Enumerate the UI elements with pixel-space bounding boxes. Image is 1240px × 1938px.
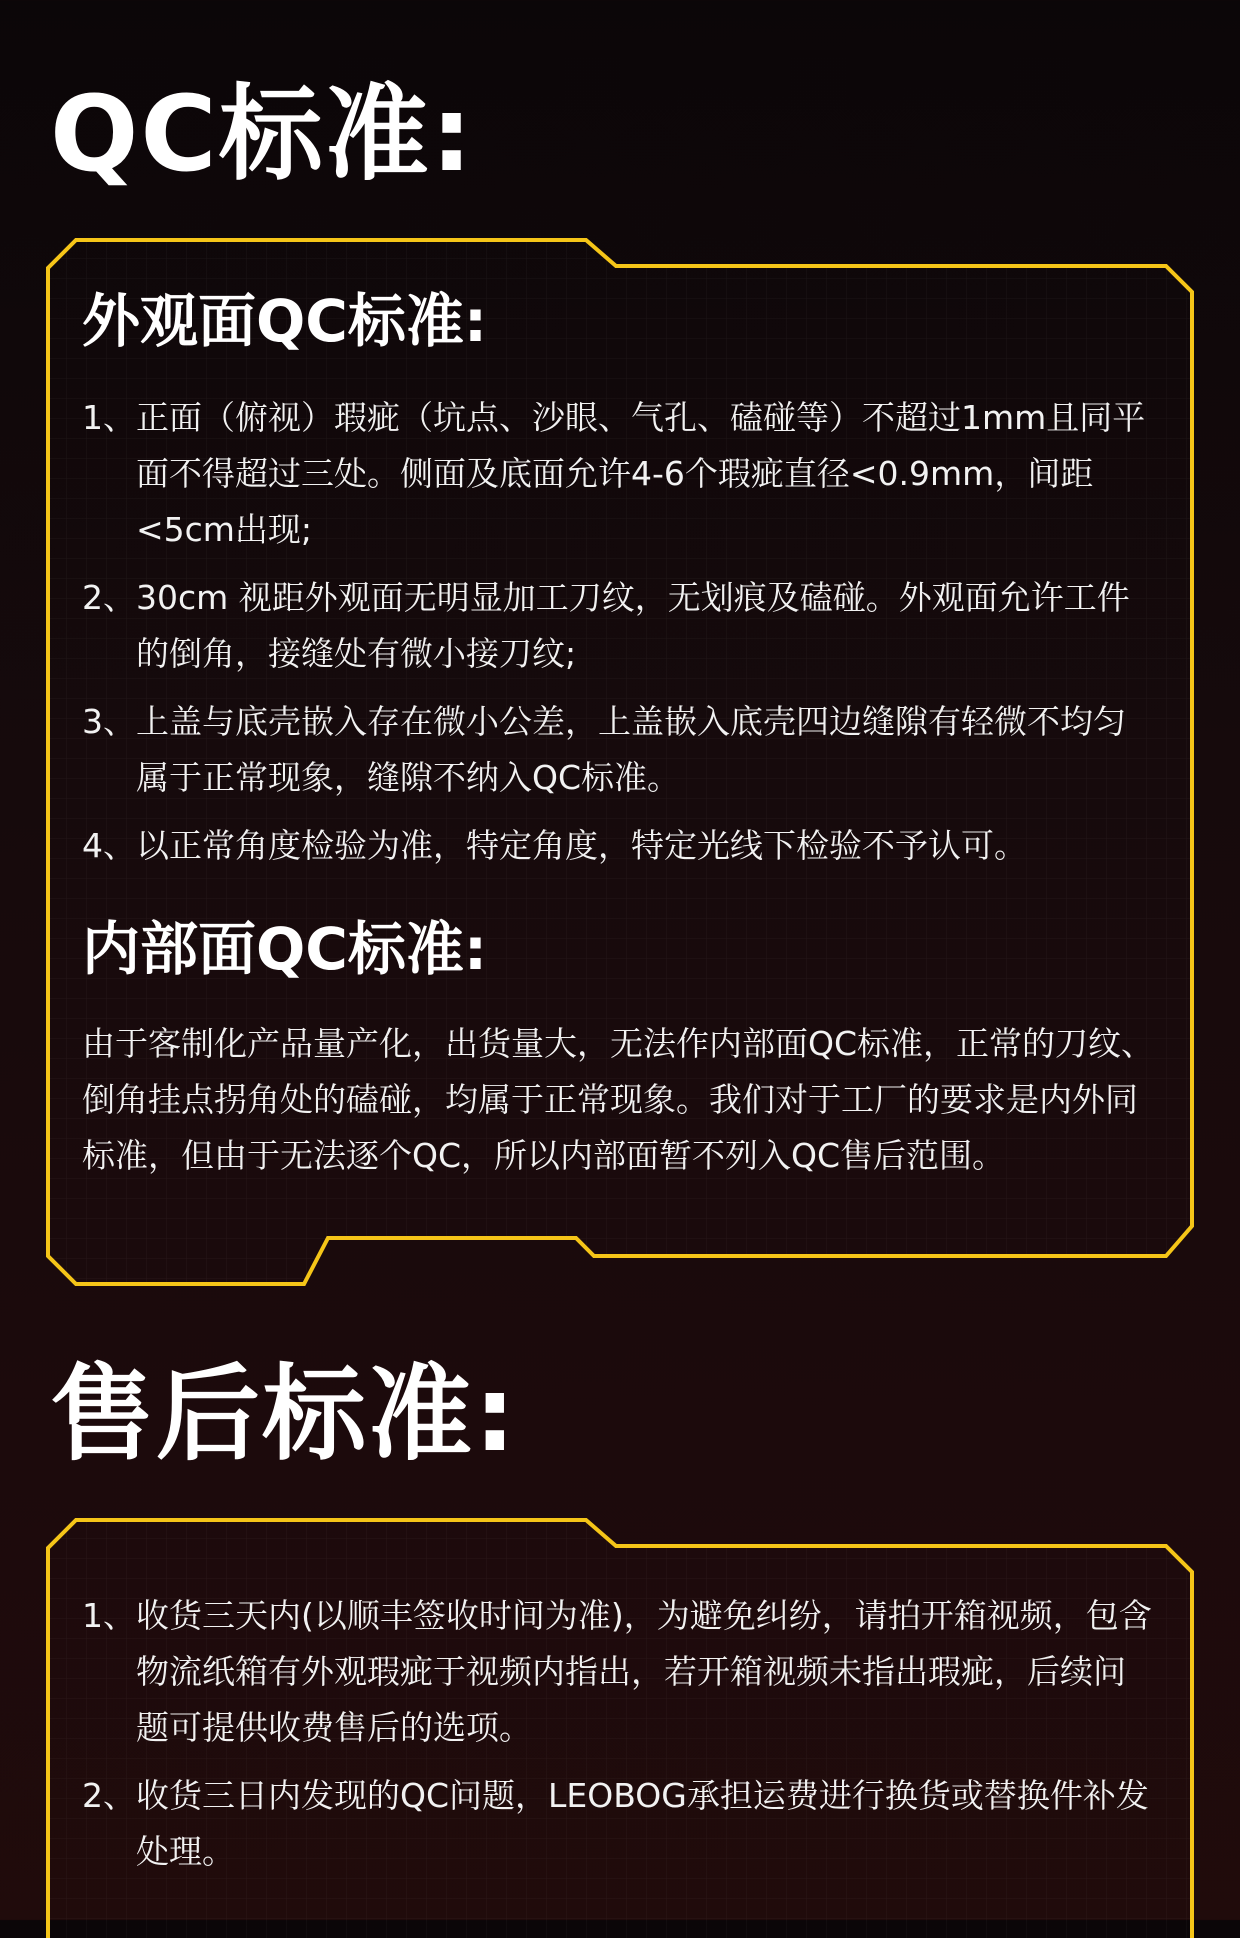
interior-qc-title: 内部面QC标准: — [82, 915, 488, 983]
item-number: 4、 — [82, 826, 136, 865]
list-item — [82, 1588, 1158, 1756]
after-sales-panel-content — [82, 1588, 1158, 1892]
list-item — [82, 390, 1158, 558]
item-number: 1、 — [82, 1596, 136, 1635]
list-item — [82, 818, 1158, 874]
list-item — [82, 570, 1158, 682]
item-number: 2、 — [82, 1776, 136, 1815]
qc-heading: QC标准: — [50, 73, 475, 195]
list-item — [82, 694, 1158, 806]
exterior-qc-list — [82, 390, 1158, 874]
item-text: 收货三日内发现的QC问题，LEOBOG承担运费进行换货或替换件补发处理。 — [136, 1776, 1149, 1871]
after-sales-list — [82, 1588, 1158, 1880]
item-text: 以正常角度检验为准，特定角度，特定光线下检验不予认可。 — [136, 826, 1027, 865]
interior-qc-text: 由于客制化产品量产化，出货量大，无法作内部面QC标准，正常的刀纹、倒角挂点拐角处的磕碰，均属于正常现象。我们对于工厂的要求是内外同标准，但由于无法逐个QC，所以内部面暂不列入QC售后范围。 — [82, 1024, 1155, 1175]
item-text: 正面（俯视）瑕疵（坑点、沙眼、气孔、磕碰等）不超过1mm且同平面不得超过三处。侧面及底面允许4-6个瑕疵直径<0.9mm，间距<5cm出现; — [136, 398, 1146, 549]
item-number: 3、 — [82, 702, 136, 741]
item-text: 上盖与底壳嵌入存在微小公差，上盖嵌入底壳四边缝隙有轻微不均匀属于正常现象，缝隙不纳入QC标准。 — [136, 702, 1126, 797]
list-item — [82, 1768, 1158, 1880]
qc-panel — [46, 238, 1194, 1286]
item-number: 2、 — [82, 578, 136, 617]
item-text: 收货三天内(以顺丰签收时间为准)，为避免纠纷，请拍开箱视频，包含物流纸箱有外观瑕疵于视频内指出，若开箱视频未指出瑕疵，后续问题可提供收费售后的选项。 — [136, 1596, 1152, 1747]
qc-panel-content — [82, 287, 1158, 1184]
item-number: 1、 — [82, 398, 136, 437]
item-text: 30cm 视距外观面无明显加工刀纹，无划痕及磕碰。外观面允许工件的倒角，接缝处有微小接刀纹; — [136, 578, 1130, 673]
after-sales-heading: 售后标准: — [50, 1353, 518, 1475]
exterior-qc-title: 外观面QC标准: — [82, 287, 488, 355]
after-sales-panel — [46, 1518, 1194, 1938]
